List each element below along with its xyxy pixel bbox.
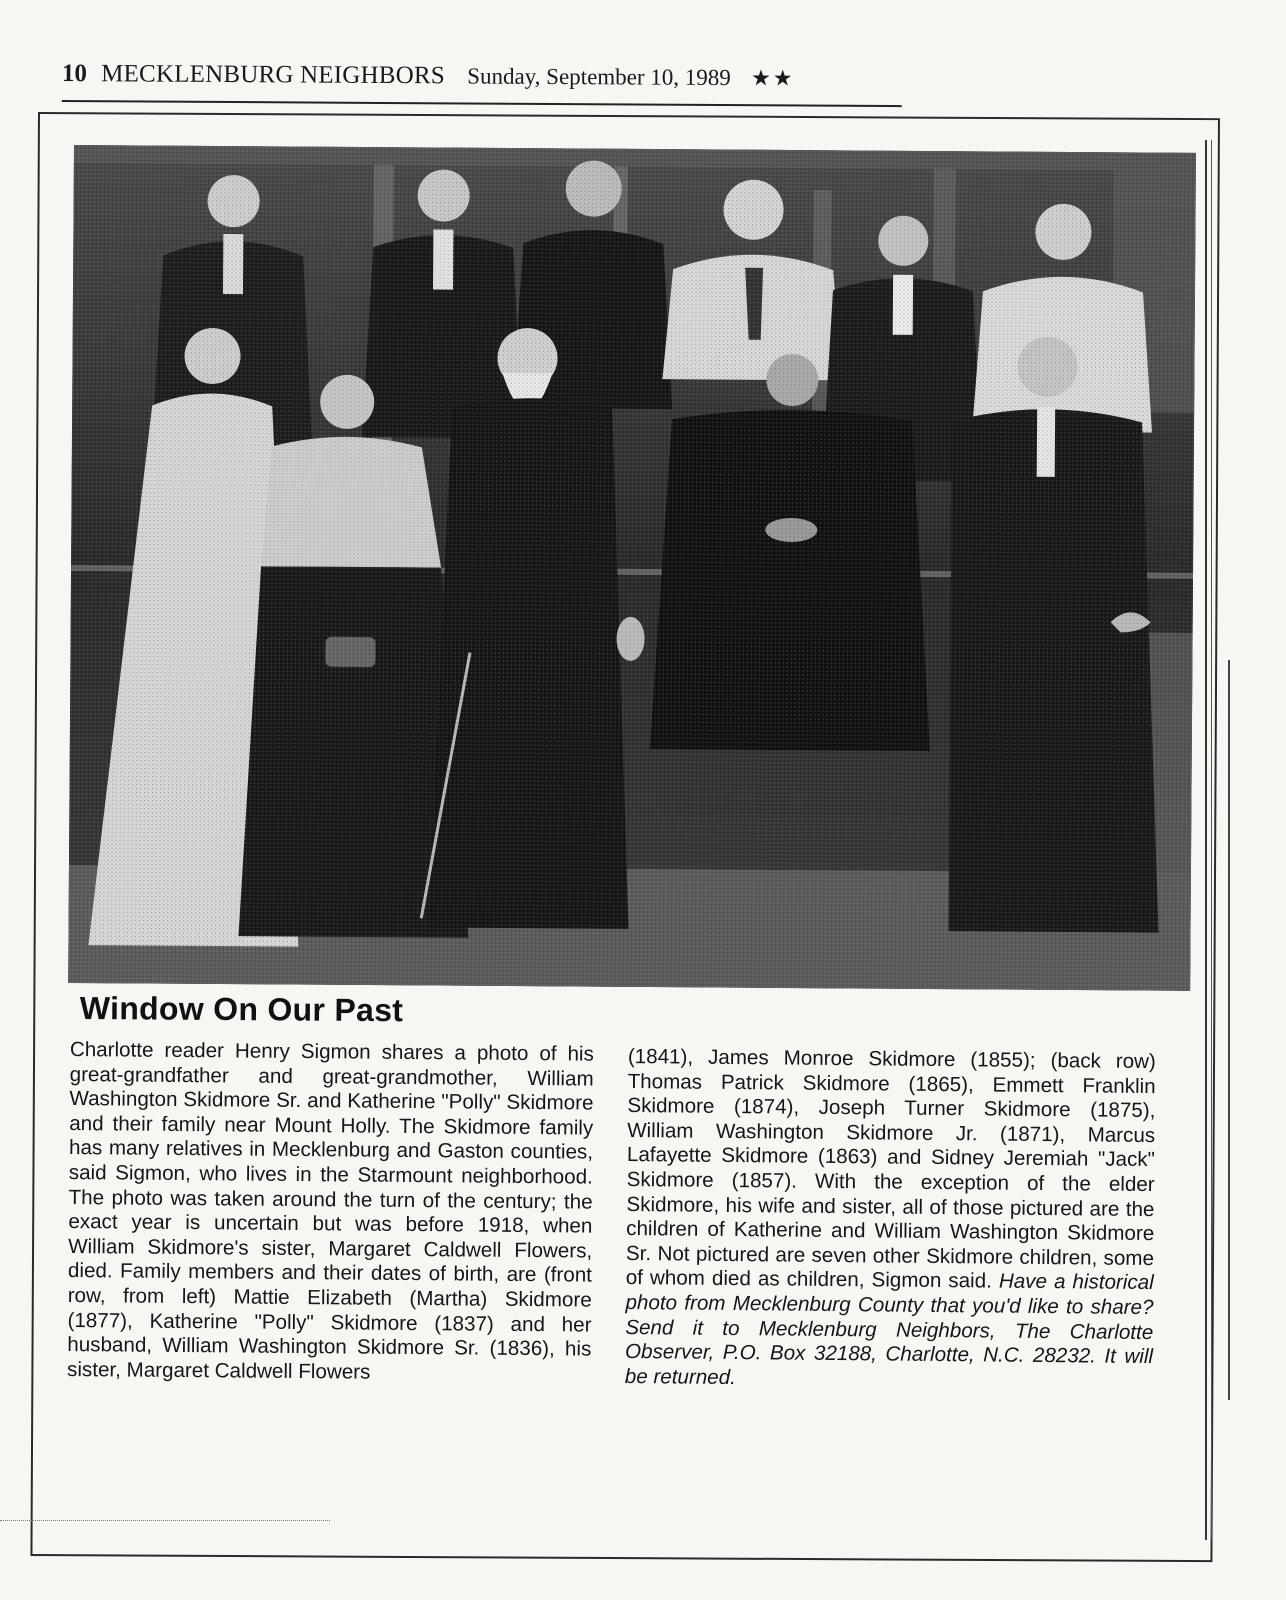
article-body-left: Charlotte reader Henry Sigmon shares a photo of his great-grandfather and great-grandmother, William Washington Skidmore Sr. and Katherine "Polly" Skidmore and their family near Mount Holly. The Skidmore family has many relatives in Mecklenburg and Gaston counties, said Sigmon, who lives in the Starmount neighborhood. The photo was taken around the turn of the century; the exact year is uncertain but was before 1918, when William Skidmore's sister, Margaret Caldwell Flowers, died. Family members and their dates of birth, are (front row, from left) Mattie Elizabeth (Martha) Skidmore (1877), Katherine "Polly" Skidmore (1837) and her husband, William Washington Skidmore Sr. (1836), his sister, Margaret Caldwell Flowers <box>67 1038 594 1384</box>
family-photo <box>68 145 1196 991</box>
family-photo-image <box>68 145 1196 991</box>
masthead <box>62 60 902 107</box>
frame-edge-line-outer <box>1228 660 1233 1400</box>
publication-name: MECKLENBURG NEIGHBORS <box>101 60 446 90</box>
publication-date: Sunday, September 10, 1989 <box>467 63 731 91</box>
article-headline: Window On Our Past <box>79 990 404 1029</box>
frame-edge-line <box>1205 140 1212 1540</box>
article-body-right <box>625 1045 1156 1394</box>
edition-stars: ★★ <box>751 65 795 91</box>
article-body-right-text: (1841), James Monroe Skidmore (1855); (back row) Thomas Patrick Skidmore (1865), Emmett Franklin Skidmore (1874), Joseph Turner Skidmore (1875), William Washington Skidmore Jr. (1871), Marcus Lafayette Skidmore (1863) and Sidney Jeremiah "Jack" Skidmore (1857). With the exception of the elder Skidmore, his wife and sister, all of those pictured are the children of Katherine and William Washington Skidmore Sr. Not pictured are seven other Skidmore children, some of whom died as children, Sigmon said. <box>625 1045 1156 1293</box>
bottom-dotted-rule <box>0 1520 330 1521</box>
page-number: 10 <box>61 60 87 88</box>
submission-note: Have a historical photo from Mecklenburg County that you'd like to share? Send it to Mecklenburg Neighbors, The Charlotte Observer, P.O. Box 32188, Charlotte, N.C. 28232. It will be returned. <box>624 1269 1154 1389</box>
